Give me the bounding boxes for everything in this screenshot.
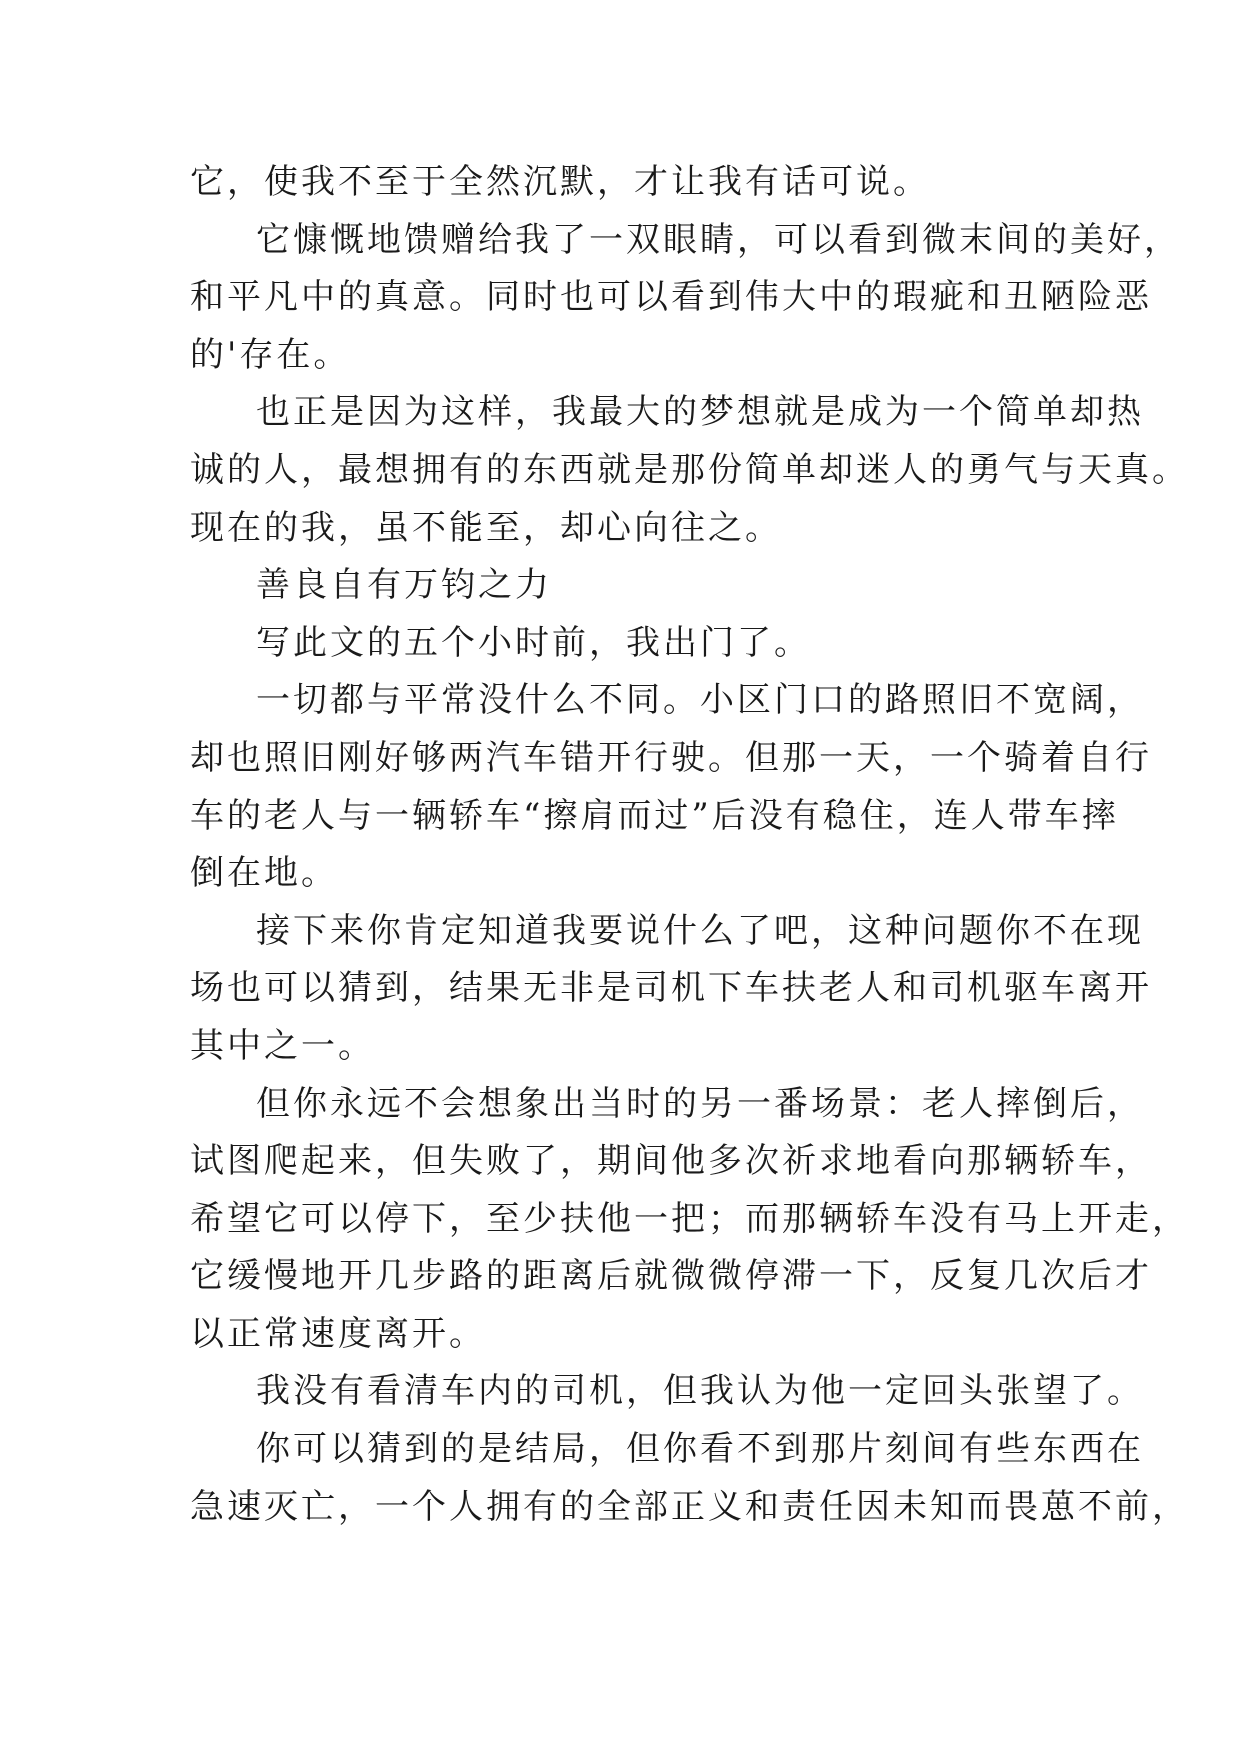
text-line: 但你永远不会想象出当时的另一番场景：老人摔倒后， <box>256 1083 1144 1124</box>
text-line: 急速灭亡，一个人拥有的全部正义和责任因未知而畏葸不前， <box>190 1486 1189 1527</box>
text-line: 场也可以猜到，结果无非是司机下车扶老人和司机驱车离开 <box>190 968 1152 1009</box>
text-line: 它，使我不至于全然沉默，才让我有话可说。 <box>190 162 930 202</box>
text-line: 诚的人，最想拥有的东西就是那份简单却迷人的勇气与天真。 <box>190 449 1189 490</box>
text-line: 接下来你肯定知道我要说什么了吧，这种问题你不在现 <box>256 910 1144 951</box>
text-line: 写此文的五个小时前，我出门了。 <box>256 622 811 663</box>
text-line: 我没有看清车内的司机，但我认为他一定回头张望了。 <box>256 1371 1144 1412</box>
text-line: 现在的我，虽不能至，却心向往之。 <box>190 507 782 548</box>
text-line: 试图爬起来，但失败了，期间他多次祈求地看向那辆轿车， <box>190 1141 1152 1182</box>
text-line: 一切都与平常没什么不同。小区门口的路照旧不宽阔， <box>256 680 1144 721</box>
text-line: 它慷慨地馈赠给我了一双眼睛，可以看到微末间的美好， <box>256 219 1181 260</box>
text-line: 你可以猜到的是结局，但你看不到那片刻间有些东西在 <box>256 1429 1144 1470</box>
text-line: 的'存在。 <box>190 334 351 375</box>
text-line: 倒在地。 <box>190 853 338 894</box>
section-heading: 善良自有万钧之力 <box>256 565 552 606</box>
text-line: 也正是因为这样，我最大的梦想就是成为一个简单却热 <box>256 392 1144 433</box>
text-line: 其中之一。 <box>190 1025 375 1066</box>
text-line: 和平凡中的真意。同时也可以看到伟大中的瑕疵和丑陋险恶 <box>190 277 1152 318</box>
text-line: 却也照旧刚好够两汽车错开行驶。但那一天，一个骑着自行 <box>190 737 1152 778</box>
text-line: 车的老人与一辆轿车“擦肩而过”后没有稳住，连人带车摔 <box>190 795 1119 836</box>
text-line: 它缓慢地开几步路的距离后就微微停滞一下，反复几次后才 <box>190 1256 1152 1297</box>
body-text <box>190 154 1189 1536</box>
text-line: 以正常速度离开。 <box>190 1313 486 1354</box>
text-line: 希望它可以停下，至少扶他一把；而那辆轿车没有马上开走， <box>190 1198 1189 1239</box>
